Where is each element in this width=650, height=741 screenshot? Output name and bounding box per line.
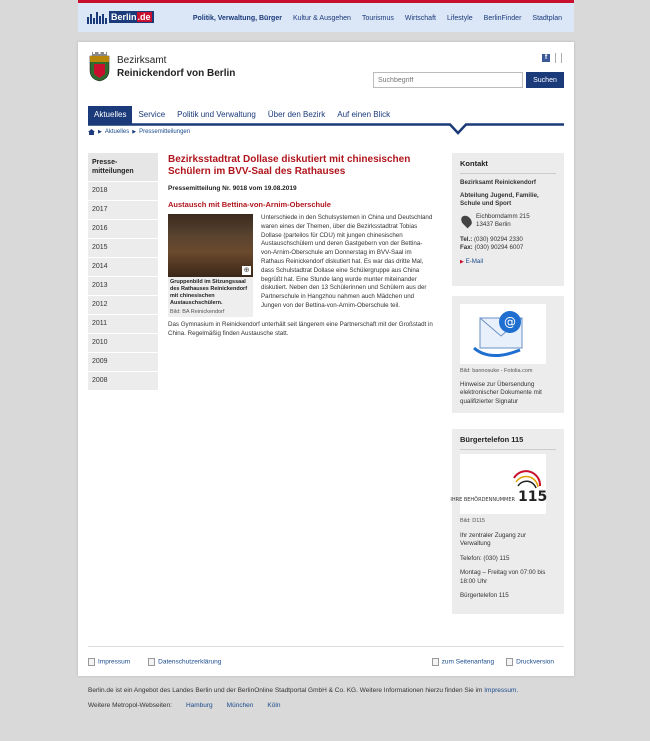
site-title-2: Reinickendorf von Berlin <box>117 68 236 79</box>
impressum-link-bottom[interactable]: Impressum. <box>484 687 519 694</box>
buergertelefon-box <box>452 429 564 614</box>
site-header <box>88 52 235 82</box>
datenschutz-link[interactable]: Datenschutzerklärung <box>158 658 222 666</box>
year-item[interactable]: 2010 <box>88 333 158 352</box>
article-title: Bezirksstadtrat Dollase diskutiert mit chinesischen Schülern im BVV-Saal des Rathauses <box>168 154 411 177</box>
top-nav <box>193 15 562 22</box>
topnav-politik[interactable]: Politik, Verwaltung, Bürger <box>192 15 282 22</box>
year-item[interactable]: 2018 <box>88 181 158 200</box>
breadcrumb-aktuelles[interactable]: Aktuelles <box>104 129 130 135</box>
search-button[interactable]: Suchen <box>526 72 564 88</box>
article-subtitle: Austausch mit Bettina-von-Arnim-Oberschule <box>168 200 331 209</box>
address-city-link[interactable]: 13437 Berlin <box>476 221 511 228</box>
search-input[interactable] <box>373 72 523 88</box>
lock-icon <box>148 658 155 666</box>
tel-value: (030) 90294 2330 <box>474 235 523 243</box>
article-paragraph: Das Gymnasium in Reinickendorf unterhält seit längerem eine Partnerschaft mit der Großstadt in China. Regelmäßig finden Austausche statt. <box>168 321 433 337</box>
d115-link[interactable]: Bürgertelefon 115 <box>460 592 509 599</box>
year-item[interactable]: 2017 <box>88 200 158 219</box>
year-item[interactable]: 2013 <box>88 276 158 295</box>
topnav-kultur[interactable]: Kultur & Ausgehen <box>292 15 351 22</box>
facebook-icon[interactable]: f <box>542 54 550 62</box>
d115-image-credit: Bild: D115 <box>460 518 485 524</box>
city-link-muenchen[interactable]: München <box>226 702 254 709</box>
zoom-icon[interactable]: ⊕ <box>243 267 250 274</box>
map-pin-icon <box>459 213 474 228</box>
year-item[interactable]: 2016 <box>88 219 158 238</box>
logo-text: Berlin <box>111 12 137 22</box>
year-item[interactable]: 2009 <box>88 352 158 371</box>
main-panel <box>78 42 574 676</box>
topnav-tourismus[interactable]: Tourismus <box>361 15 394 22</box>
year-item[interactable]: 2012 <box>88 295 158 314</box>
site-info-text: Berlin.de ist ein Angebot des Landes Berlin und der BerlinOnline Stadtportal GmbH & Co. KG. Weitere Informationen hierzu finden Sie im <box>88 687 483 694</box>
impressum-link[interactable]: Impressum <box>98 658 131 666</box>
figure-caption: Gruppenbild im Sitzungssaal des Rathauses Reinickendorf mit chinesischen Austauschschülern. <box>168 277 253 309</box>
printer-icon <box>506 658 513 666</box>
figure-credit: Bild: BA Reinickendorf <box>168 309 253 317</box>
svg-text:IHRE BEHÖRDENNUMMER: IHRE BEHÖRDENNUMMER <box>450 497 515 503</box>
year-item[interactable]: 2014 <box>88 257 158 276</box>
svg-text:@: @ <box>504 315 516 329</box>
page-footer <box>88 646 564 676</box>
d115-phone: Telefon: (030) 115 <box>460 554 510 562</box>
email-envelope-icon <box>460 304 546 364</box>
city-link-hamburg[interactable]: Hamburg <box>185 702 213 709</box>
group-photo[interactable] <box>168 214 253 277</box>
coat-of-arms-icon[interactable] <box>88 52 111 82</box>
email-link[interactable]: E-Mail <box>465 257 484 265</box>
site-title-1: Bezirksamt <box>117 55 167 66</box>
skyline-icon <box>86 10 108 24</box>
topnav-berlinfinder[interactable]: BerlinFinder <box>483 15 522 22</box>
article-paragraph: Unterschiede in den Schulsystemen in China und Deutschland waren eines der Themen, über die Bezirksstadtrat Tobias Dollase (parteilos für CDU) mit jungen chinesischen Austauschschülern und deren Gastgebern von der Bettina-von-Arnim-Oberschule am Donnerstag im BVV-Saal im Rathaus Reinickendorf diskutiert hat. Es war das dritte Mal, dass Schulstadtrat Dollase eine Schülergruppe aus China begrüßt hat. Eine Stunde lang wurde munter miteinander diskutiert. Neben den 13 Schülerinnen und Schülern aus der Partnerschule in Hangzhou nahmen auch Mädchen und Jungen von der Bettina-von-Arnim-Oberschule teil. <box>261 214 433 309</box>
chevron-right-icon: ▶ <box>132 129 137 135</box>
main-nav <box>88 106 564 126</box>
article-figure <box>168 214 253 317</box>
fax-label: Fax: <box>460 244 473 251</box>
article <box>168 154 433 339</box>
chevron-right-icon: ▶ <box>98 129 102 135</box>
chevron-right-icon: ▶ <box>460 258 464 265</box>
topnav-wirtschaft[interactable]: Wirtschaft <box>404 15 436 22</box>
topnav-lifestyle[interactable]: Lifestyle <box>446 15 473 22</box>
d115-description: Ihr zentraler Zugang zur Verwaltung <box>460 531 527 547</box>
contact-title: Kontakt <box>460 159 488 168</box>
top-of-page-link[interactable]: zum Seitenanfang <box>441 658 495 666</box>
d115-hours: Montag – Freitag von 07:00 bis 18:00 Uhr <box>460 569 546 585</box>
print-link[interactable]: Druckversion <box>516 658 554 666</box>
breadcrumb <box>88 129 190 135</box>
search-form <box>373 72 564 88</box>
metropol-label: Weitere Metropol-Webseiten: <box>88 702 172 709</box>
nav-aktuelles[interactable]: Aktuelles <box>88 106 132 124</box>
site-info <box>88 686 568 710</box>
buergertelefon-title: Bürgertelefon 115 <box>460 435 524 444</box>
d115-logo[interactable] <box>450 454 548 514</box>
document-icon <box>88 658 95 666</box>
signature-box <box>452 296 564 413</box>
breadcrumb-pressemitteilungen[interactable]: Pressemitteilungen <box>139 129 191 135</box>
nav-ueber-bezirk[interactable]: Über den Bezirk <box>267 110 326 119</box>
fax-value: (030) 90294 6007 <box>474 244 524 251</box>
svg-text:115: 115 <box>518 489 548 505</box>
home-icon[interactable] <box>88 129 95 135</box>
topnav-stadtplan[interactable]: Stadtplan <box>532 15 562 22</box>
divider <box>561 53 562 63</box>
signature-info-link[interactable]: Hinweise zur Übersendung elektronischer Dokumente mit qualifizierter Signatur <box>460 380 542 405</box>
address-street-link[interactable]: Eichborndamm 215 <box>476 212 530 220</box>
year-nav-heading[interactable]: Presse- mitteilungen <box>88 153 158 181</box>
social-links <box>542 53 562 63</box>
contact-org: Bezirksamt Reinickendorf <box>460 179 536 186</box>
email-illustration[interactable] <box>460 304 546 364</box>
year-item[interactable]: 2015 <box>88 238 158 257</box>
arrow-up-icon <box>432 658 439 666</box>
city-link-koeln[interactable]: Köln <box>267 702 281 709</box>
tel-label: Tel.: <box>460 235 473 243</box>
nav-service[interactable]: Service <box>138 110 166 119</box>
contact-box <box>452 153 564 286</box>
press-release-meta: Pressemitteilung Nr. 9018 vom 19.08.2019 <box>168 185 297 192</box>
nav-politik[interactable]: Politik und Verwaltung <box>177 110 256 119</box>
logo-tld: .de <box>137 12 151 22</box>
year-item[interactable]: 2008 <box>88 371 158 390</box>
signature-image-credit: Bild: bannosuke - Fotolia.com <box>460 368 533 374</box>
year-item[interactable]: 2011 <box>88 314 158 333</box>
year-nav <box>88 153 158 390</box>
d115-logo-icon <box>450 454 548 514</box>
berlin-logo[interactable] <box>86 10 154 24</box>
contact-dept: Abteilung Jugend, Familie, Schule und Sport <box>460 191 539 207</box>
nav-auf-einen-blick[interactable]: Auf einen Blick <box>337 110 391 119</box>
berlin-topbar <box>78 0 574 32</box>
divider <box>555 53 556 63</box>
